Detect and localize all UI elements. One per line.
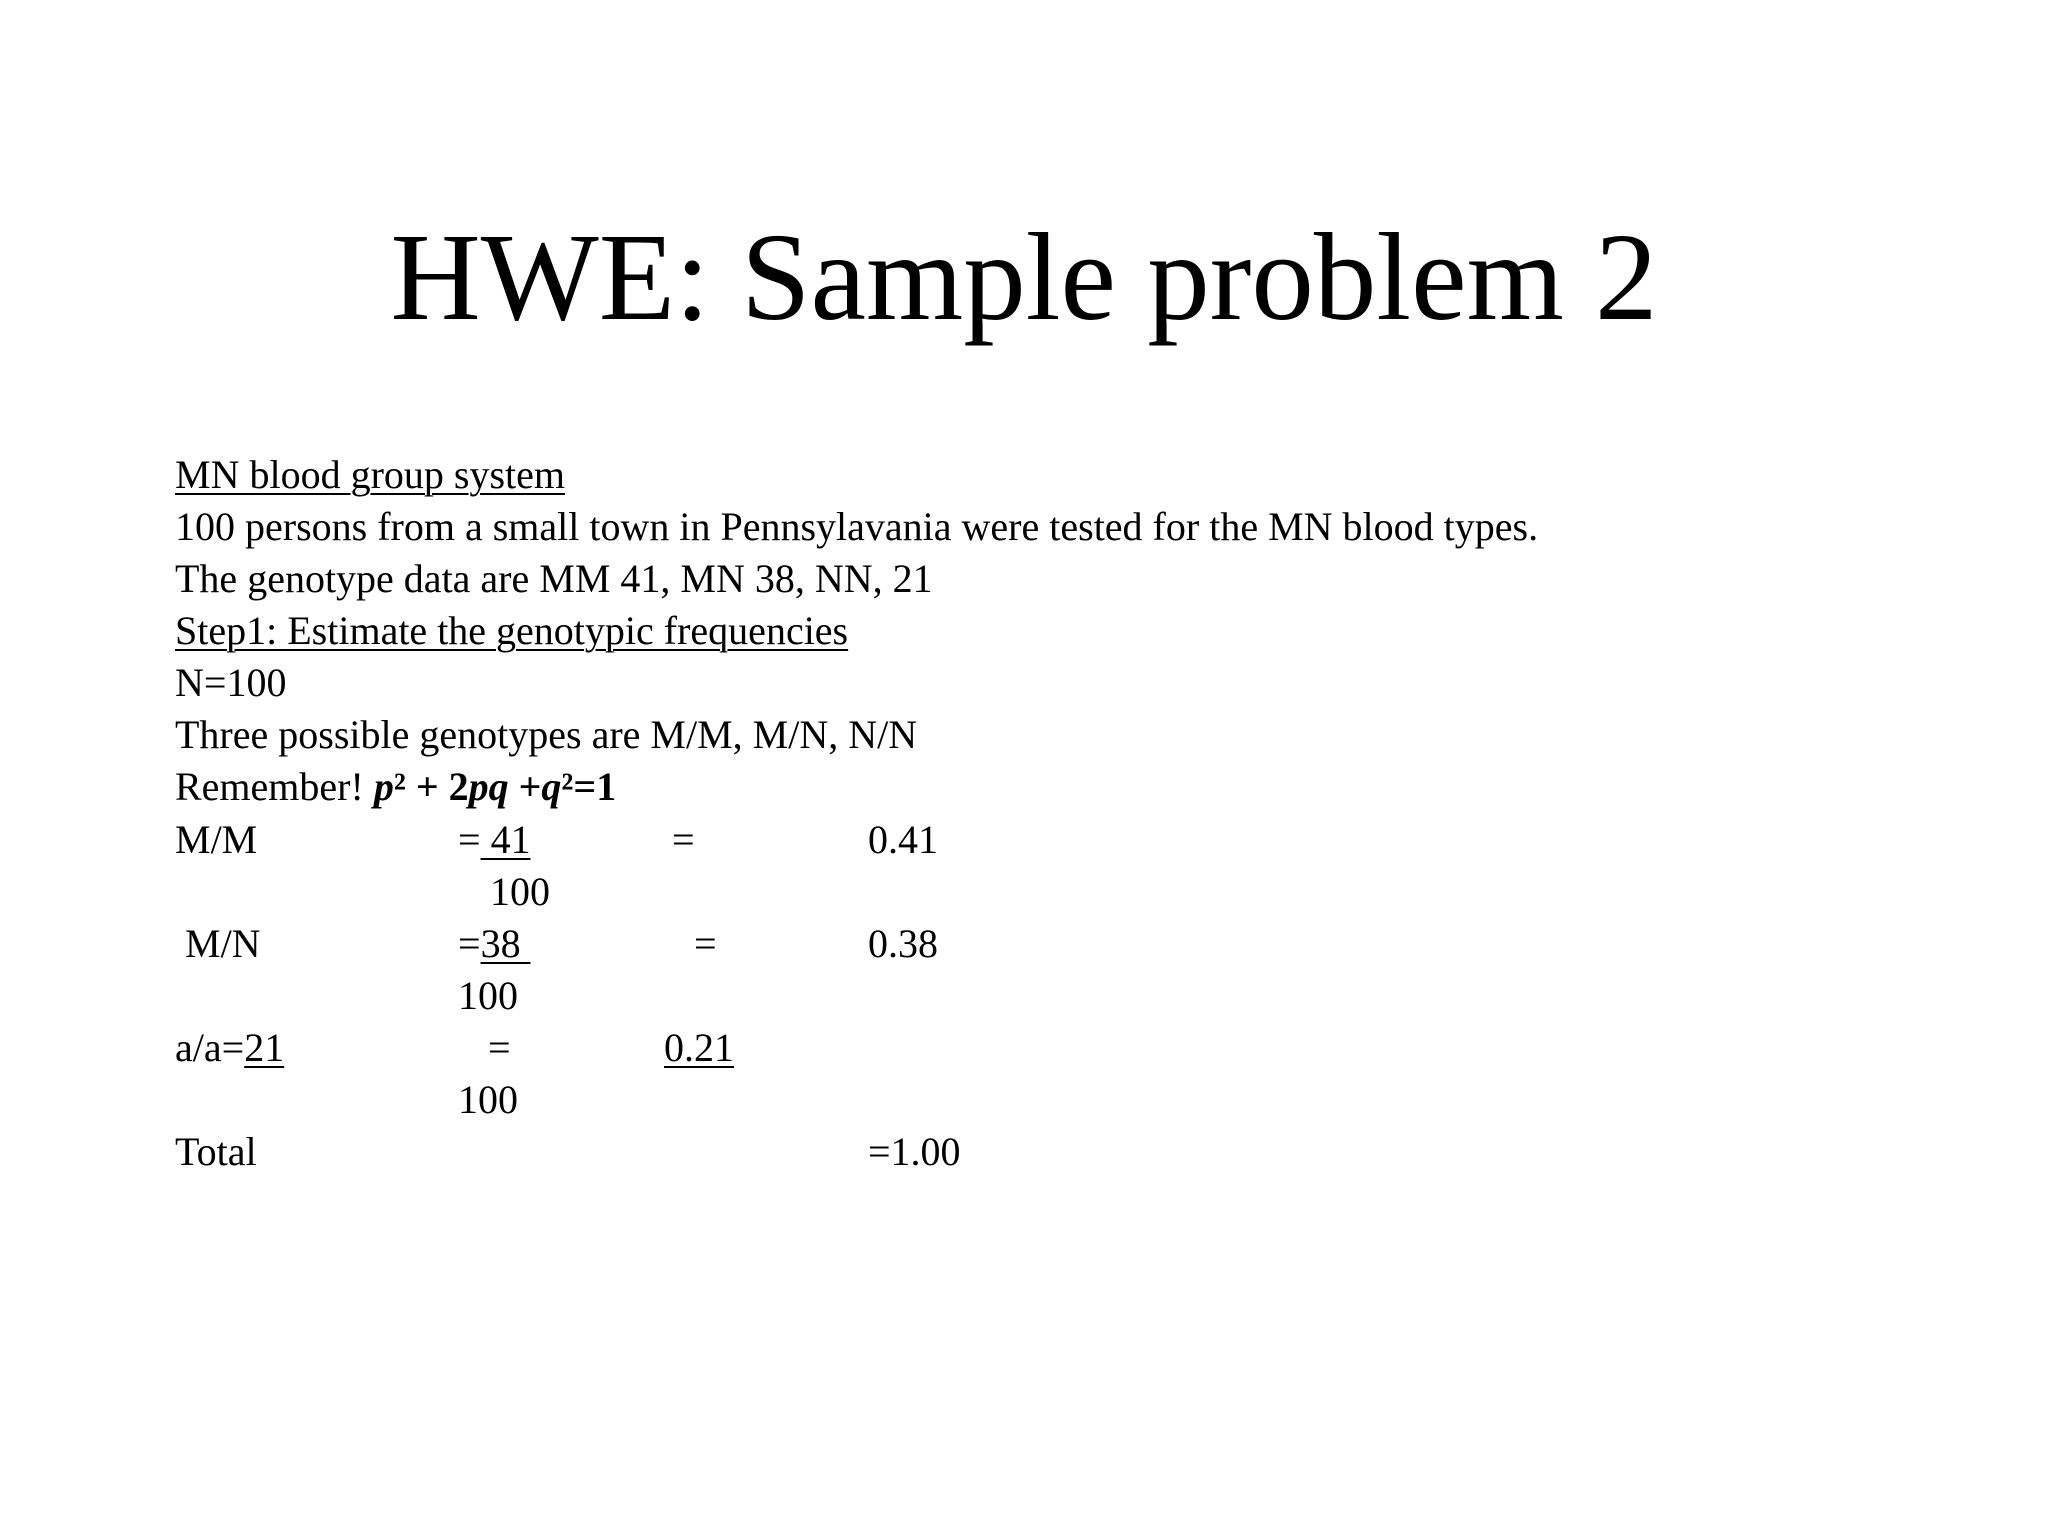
sample-size: N=100 — [175, 660, 287, 705]
mm-equals-2: = — [672, 817, 695, 862]
aa-equals: = — [488, 1025, 511, 1070]
mm-numerator: 41 — [480, 817, 531, 862]
aa-denominator: 100 — [458, 1077, 518, 1122]
formula-q: q — [541, 764, 562, 809]
problem-text-line-2: The genotype data are MM 41, MN 38, NN, 21 — [175, 556, 933, 601]
mn-numerator: 38 — [480, 921, 531, 966]
mm-value: 0.41 — [868, 817, 938, 862]
step1-heading: Step1: Estimate the genotypic frequencies — [175, 608, 849, 653]
formula-p: p — [373, 764, 394, 809]
mn-fraction-numerator — [458, 920, 531, 968]
aa-value: 0.21 — [664, 1025, 734, 1070]
mn-value: 0.38 — [868, 921, 938, 966]
formula-pq: pq — [468, 764, 509, 809]
formula-plus: + — [508, 764, 542, 809]
mn-denominator: 100 — [458, 973, 518, 1018]
total-value: =1.00 — [868, 1129, 961, 1174]
aa-label-prefix: a/a= — [175, 1025, 245, 1070]
mm-label: M/M — [175, 817, 258, 862]
formula-square-1: ² — [393, 764, 406, 809]
genotypes-line: Three possible genotypes are M/M, M/N, N/N — [175, 712, 918, 757]
slide-title: HWE: Sample problem 2 — [390, 209, 1658, 347]
problem-text-line-1: 100 persons from a small town in Pennsylavania were tested for the MN blood types. — [175, 504, 1539, 549]
mn-label: M/N — [175, 921, 261, 966]
total-label: Total — [175, 1129, 257, 1174]
mm-denominator: 100 — [490, 869, 550, 914]
aa-label — [175, 1024, 284, 1072]
mn-equals: = — [458, 921, 481, 966]
formula-plus-2: + 2 — [405, 764, 469, 809]
remember-line — [175, 763, 616, 811]
section-heading: MN blood group system — [175, 452, 565, 497]
mm-equals: = — [458, 817, 481, 862]
mn-equals-2: = — [694, 921, 717, 966]
mm-fraction-numerator — [458, 816, 531, 864]
formula-equals-one: =1 — [573, 764, 617, 809]
remember-label: Remember! — [175, 764, 374, 809]
formula-square-2: ² — [561, 764, 574, 809]
aa-label-number: 21 — [244, 1025, 285, 1070]
